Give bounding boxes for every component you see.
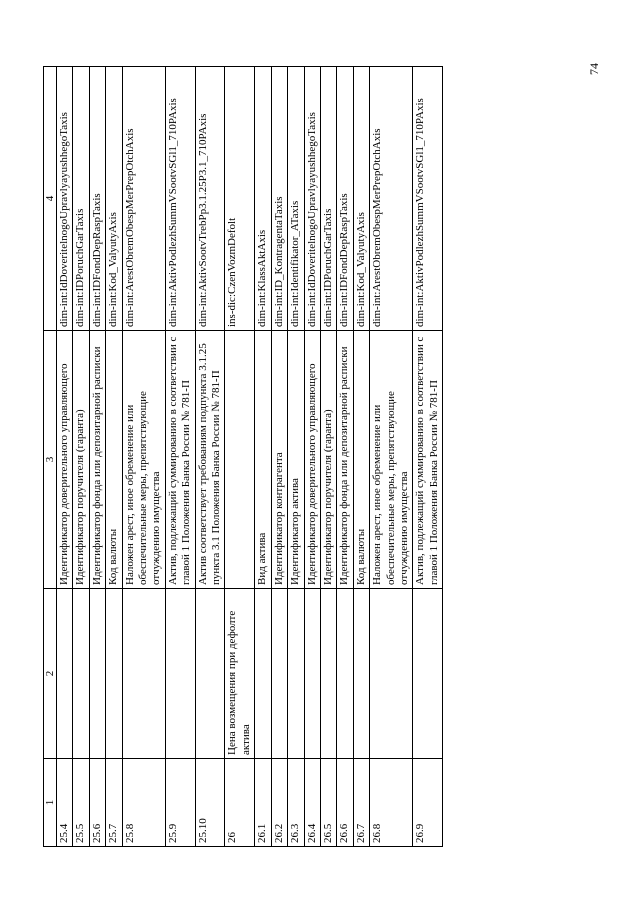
table-row — [57, 67, 73, 847]
row-indicator — [320, 589, 336, 759]
row-xbrl-code: dim-int:Kod_ValyutyAxis — [353, 67, 369, 331]
row-description: Идентификатор поручителя (гаранта) — [320, 331, 336, 589]
row-xbrl-code: dim-int:AktivSootvTrebPp3.1.25P3.1_710PAxis — [195, 67, 225, 331]
row-indicator — [271, 589, 287, 759]
table-row — [122, 67, 165, 847]
table-row — [225, 67, 255, 847]
row-description: Наложен арест, иное обременение или обеспечительные меры, препятствующие отчуждению имущества — [122, 331, 165, 589]
row-indicator — [288, 589, 304, 759]
table-row — [337, 67, 353, 847]
row-number: 25.4 — [57, 759, 73, 847]
row-description: Идентификатор контрагента — [271, 331, 287, 589]
row-indicator — [73, 589, 89, 759]
table-header-row — [44, 67, 57, 847]
header-col-3: 3 — [44, 331, 57, 589]
row-indicator — [304, 589, 320, 759]
page-number: 74 — [587, 63, 601, 75]
table-row — [320, 67, 336, 847]
row-xbrl-code: dim-int:IdDoveritelnogoUpravlyayushhegoTaxis — [304, 67, 320, 331]
row-indicator — [106, 589, 122, 759]
row-indicator — [122, 589, 165, 759]
row-number: 26.7 — [353, 759, 369, 847]
row-description: Актив соответствует требованиям подпункта 3.1.25 пункта 3.1 Положения Банка России № 781-П — [195, 331, 225, 589]
row-xbrl-code: dim-int:ID_KontragentaTaxis — [271, 67, 287, 331]
row-description: Идентификатор поручителя (гаранта) — [73, 331, 89, 589]
row-xbrl-code: dim-int:IDPoruchGarTaxis — [320, 67, 336, 331]
row-xbrl-code: dim-int:Identifikator_ATaxis — [288, 67, 304, 331]
row-number: 26.6 — [337, 759, 353, 847]
row-xbrl-code: dim-int:AktivPodlezhSummVSootvSGl1_710PAxis — [413, 67, 443, 331]
row-indicator — [57, 589, 73, 759]
table-row — [195, 67, 225, 847]
table-row — [73, 67, 89, 847]
table-row — [89, 67, 105, 847]
row-number: 26 — [225, 759, 255, 847]
row-number: 25.5 — [73, 759, 89, 847]
row-indicator — [255, 589, 271, 759]
row-xbrl-code: ins-dic:CzenVozmDefolt — [225, 67, 255, 331]
row-number: 26.2 — [271, 759, 287, 847]
row-description: Идентификатор доверительного управляющего — [304, 331, 320, 589]
row-description: Код валюты — [353, 331, 369, 589]
table-row — [271, 67, 287, 847]
row-number: 26.8 — [370, 759, 413, 847]
row-description: Идентификатор фонда или депозитарной расписки — [89, 331, 105, 589]
row-number: 26.3 — [288, 759, 304, 847]
row-number: 26.9 — [413, 759, 443, 847]
row-xbrl-code: dim-int:IdDoveritelnogoUpravlyayushhegoTaxis — [57, 67, 73, 331]
row-description: Идентификатор фонда или депозитарной расписки — [337, 331, 353, 589]
row-xbrl-code: dim-int:ArestObremObespMerPrepOtchAxis — [370, 67, 413, 331]
table-row — [255, 67, 271, 847]
row-number: 25.7 — [106, 759, 122, 847]
table-row — [353, 67, 369, 847]
row-indicator: Цена возмещения при дефолте актива — [225, 589, 255, 759]
row-xbrl-code: dim-int:IDFondDepRaspTaxis — [337, 67, 353, 331]
row-description: Код валюты — [106, 331, 122, 589]
row-description: Актив, подлежащий суммированию в соответствии с главой 1 Положения Банка России № 781-П — [165, 331, 195, 589]
table-row — [304, 67, 320, 847]
row-indicator — [195, 589, 225, 759]
header-col-2: 2 — [44, 589, 57, 759]
table-row — [413, 67, 443, 847]
table-row — [288, 67, 304, 847]
row-indicator — [337, 589, 353, 759]
row-description: Актив, подлежащий суммированию в соответствии с главой 1 Положения Банка России № 781-П — [413, 331, 443, 589]
header-col-4: 4 — [44, 67, 57, 331]
row-number: 26.1 — [255, 759, 271, 847]
row-number: 26.4 — [304, 759, 320, 847]
xbrl-mapping-table — [43, 66, 443, 847]
row-indicator — [89, 589, 105, 759]
row-number: 25.8 — [122, 759, 165, 847]
row-description: Идентификатор актива — [288, 331, 304, 589]
table-row — [165, 67, 195, 847]
row-number: 25.9 — [165, 759, 195, 847]
header-col-1: 1 — [44, 759, 57, 847]
row-xbrl-code: dim-int:IDFondDepRaspTaxis — [89, 67, 105, 331]
row-indicator — [413, 589, 443, 759]
row-number: 25.10 — [195, 759, 225, 847]
row-xbrl-code: dim-int:KlassAktAxis — [255, 67, 271, 331]
row-indicator — [370, 589, 413, 759]
row-xbrl-code: dim-int:IDPoruchGarTaxis — [73, 67, 89, 331]
row-number: 25.6 — [89, 759, 105, 847]
row-indicator — [165, 589, 195, 759]
table-row — [370, 67, 413, 847]
table-row — [106, 67, 122, 847]
row-indicator — [353, 589, 369, 759]
row-description: Наложен арест, иное обременение или обеспечительные меры, препятствующие отчуждению имущества — [370, 331, 413, 589]
row-description: Идентификатор доверительного управляющего — [57, 331, 73, 589]
row-xbrl-code: dim-int:AktivPodlezhSummVSootvSGl1_710PAxis — [165, 67, 195, 331]
table-body — [57, 67, 443, 847]
row-xbrl-code: dim-int:ArestObremObespMerPrepOtchAxis — [122, 67, 165, 331]
row-xbrl-code: dim-int:Kod_ValyutyAxis — [106, 67, 122, 331]
row-number: 26.5 — [320, 759, 336, 847]
row-description: Вид актива — [255, 331, 271, 589]
row-description — [225, 331, 255, 589]
